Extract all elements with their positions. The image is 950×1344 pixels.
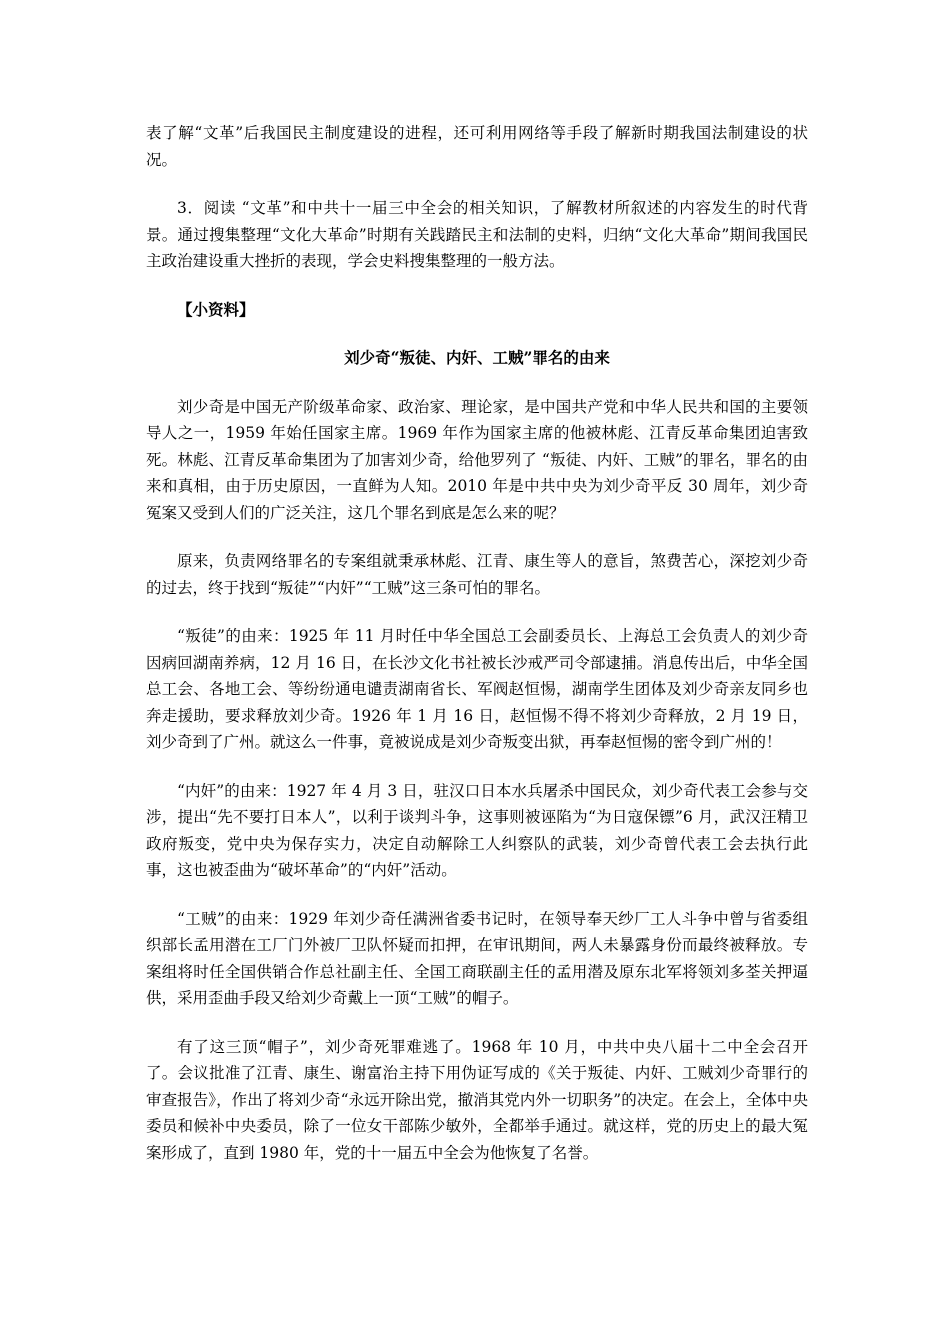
body-paragraph-2: 原来，负责网络罪名的专案组就秉承林彪、江青、康生等人的意旨，煞费苦心，深挖刘少奇的过去，终于找到“叛徒”“内奸”“工贼”这三条可怕的罪名。 — [146, 552, 808, 597]
item-3-paragraph: 3．阅读 “文革”和中共十一届三中全会的相关知识，了解教材所叙述的内容发生的时代背景。通过搜集整理“文化大革命”时期有关践踏民主和法制的史料，归纳“文化大革命”期间我国民主政治建设重大挫折的表现，学会史料搜集整理的一般方法。 — [146, 199, 808, 270]
body-paragraph-spy: “内奸”的由来：1927 年 4 月 3 日，驻汉口日本水兵屠杀中国民众，刘少奇代表工会参与交涉，提出“先不要打日本人”，以利于谈判斗争，这事则被诬陷为“为日寇保镖”6 月，武汉汪精卫政府叛变，党中央为保存实力，决定自动解除工人纠察队的武装，刘少奇曾代表工会去执行此事，这也被歪曲为“破坏革命”的“内奸”活动。 — [146, 781, 808, 879]
section-tag: 【小资料】 — [177, 299, 255, 319]
body-paragraph-traitor: “叛徒”的由来：1925 年 11 月时任中华全国总工会副委员长、上海总工会负责人的刘少奇因病回湖南养病，12 月 16 日，在长沙文化书社被长沙戒严司令部逮捕。消息传出后，中华全国总工会、各地工会、等纷纷通电谴责湖南省长、军阀赵恒惕，湖南学生团体及刘少奇亲友同乡也奔走援助，要求释放刘少奇。1926 年 1 月 16 日，赵恒惕不得不将刘少奇释放，2 月 19 日，刘少奇到了广州。就这么一件事，竟被说成是刘少奇叛变出狱，再奉赵恒惕的密令到广州的！ — [146, 627, 808, 751]
body-paragraph-conclusion: 有了这三顶“帽子”，刘少奇死罪难逃了。1968 年 10 月，中共中央八届十二中全会召开了。会议批准了江青、康生、谢富治主持下用伪证写成的《关于叛徒、内奸、工贼刘少奇罪行的审查报告》，作出了将刘少奇“永远开除出党，撤消其党内外一切职务”的决定。在会上，全体中央委员和候补中央委员，除了一位女干部陈少敏外，全都举手通过。就这样，党的历史上的最大冤案形成了，直到 1980 年，党的十一届五中全会为他恢复了名誉。 — [146, 1037, 808, 1162]
document-page — [146, 120, 808, 1166]
intro-paragraph: 表了解“文革”后我国民主制度建设的进程，还可利用网络等手段了解新时期我国法制建设的状况。 — [146, 124, 808, 169]
article-title: 刘少奇“叛徒、内奸、工贼”罪名的由来 — [344, 348, 610, 367]
body-paragraph-1: 刘少奇是中国无产阶级革命家、政治家、理论家，是中国共产党和中华人民共和国的主要领导人之一，1959 年始任国家主席。1969 年作为国家主席的他被林彪、江青反革命集团迫害致死。林彪、江青反革命集团为了加害刘少奇，给他罗列了 “叛徒、内奸、工贼”的罪名，罪名的由来和真相，由于历史原因，一直鲜为人知。2010 年是中共中央为刘少奇平反 30 周年，刘少奇冤案又受到人们的广泛关注，这几个罪名到底是怎么来的呢？ — [146, 397, 808, 522]
body-paragraph-scab: “工贼”的由来：1929 年刘少奇任满洲省委书记时，在领导奉天纱厂工人斗争中曾与省委组织部长孟用潜在工厂门外被厂卫队怀疑而扣押，在审讯期间，两人未暴露身份而最终被释放。专案组将时任全国供销合作总社副主任、全国工商联副主任的孟用潜及原东北军将领刘多荃关押逼供，采用歪曲手段又给刘少奇戴上一顶“工贼”的帽子。 — [146, 909, 808, 1007]
